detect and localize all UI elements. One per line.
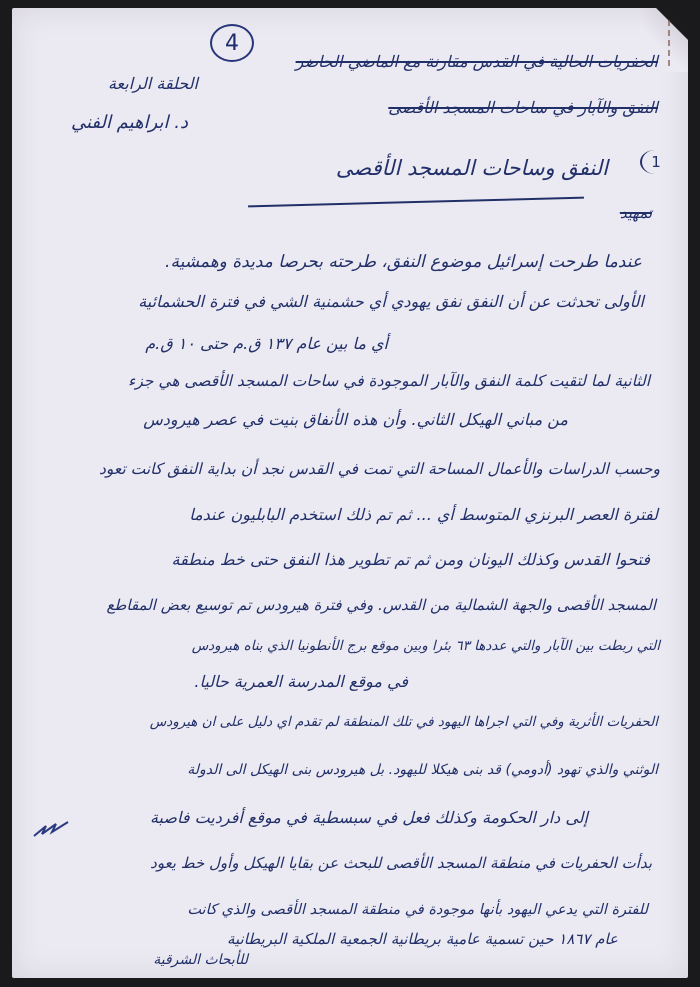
struck-heading-1: الحفريات الحالية في القدس مقارنة مع الماضي الحاضر bbox=[295, 52, 658, 71]
margin-scribble bbox=[32, 818, 76, 842]
page-number-circle bbox=[210, 24, 254, 62]
body-line-2: الأولى تحدثت عن أن النفق نفق يهودي أي حشمنية الشي في فترة الحشمائية bbox=[138, 292, 644, 311]
body-line-9: المسجد الأقصى والجهة الشمالية من القدس. وفي فترة هيرودس تم توسيع بعض المقاطع bbox=[106, 596, 656, 614]
struck-intro: تمهيد bbox=[619, 204, 652, 222]
author-name: د. ابراهيم الفني bbox=[70, 112, 188, 133]
body-line-12: الحفريات الأثرية وفي التي اجراها اليهود في تلك المنطقة لم تقدم اي دليل على ان هيرودس bbox=[149, 714, 658, 730]
body-line-5: من مباني الهيكل الثاني. وأن هذه الأنفاق بنيت في عصر هيرودس bbox=[143, 410, 568, 429]
body-line-4: الثانية لما لتقيت كلمة النفق والآبار الموجودة في ساحات المسجد الأقصى هي جزء bbox=[128, 372, 650, 390]
body-line-18: للأبحاث الشرقية bbox=[153, 952, 248, 968]
manuscript-page bbox=[12, 8, 688, 978]
body-line-17: عام ١٨٦٧ حين تسمية عامية بريطانية الجمعية الملكية البريطانية bbox=[226, 930, 618, 948]
page-title: النفق وساحات المسجد الأقصى bbox=[335, 156, 608, 180]
struck-heading-2: النفق والآبار في ساحات المسجد الأقصى bbox=[388, 98, 658, 117]
margin-number: 1 bbox=[640, 150, 670, 174]
body-line-15: بدأت الحفريات في منطقة المسجد الأقصى للبحث عن بقايا الهيكل وأول خط يعود bbox=[150, 854, 652, 872]
body-line-11: في موقع المدرسة العمرية حاليا. bbox=[194, 672, 408, 691]
body-line-16: للفترة التي يدعي اليهود بأنها موجودة في منطقة المسجد الأقصى والذي كانت bbox=[187, 902, 648, 918]
title-underline bbox=[248, 197, 584, 208]
body-line-7: لفترة العصر البرنزي المتوسط أي ... ثم تم ذلك استخدم البابليون عندما bbox=[189, 505, 658, 524]
body-line-8: فتحوا القدس وكذلك اليونان ومن ثم تم تطوير هذا النفق حتى خط منطقة bbox=[171, 550, 650, 569]
episode-label: الحلقة الرابعة bbox=[107, 74, 198, 93]
body-line-14: إلى دار الحكومة وكذلك فعل في سبسطية في موقع أفرديت فاصبة bbox=[149, 808, 588, 827]
body-line-10: التي ربطت بين الآبار والتي عددها ٦٣ بئرا وبين موقع برج الأنطونيا الذي بناه هيرودس bbox=[191, 638, 660, 654]
body-line-13: الوثني والذي تهود (أدومي) قد بنى هيكلا لليهود. بل هيرودس بنى الهيكل الى الدولة bbox=[187, 762, 658, 778]
body-line-1: عندما طرحت إسرائيل موضوع النفق، طرحته بحرصا مديدة وهمشية. bbox=[165, 252, 642, 272]
body-line-6: وحسب الدراسات والأعمال المساحة التي تمت في القدس نجد أن بداية النفق كانت تعود bbox=[99, 460, 660, 478]
body-line-3: أي ما بين عام ١٣٧ ق.م حتى ١٠ ق.م bbox=[145, 334, 388, 353]
page-number: 4 bbox=[225, 30, 239, 56]
